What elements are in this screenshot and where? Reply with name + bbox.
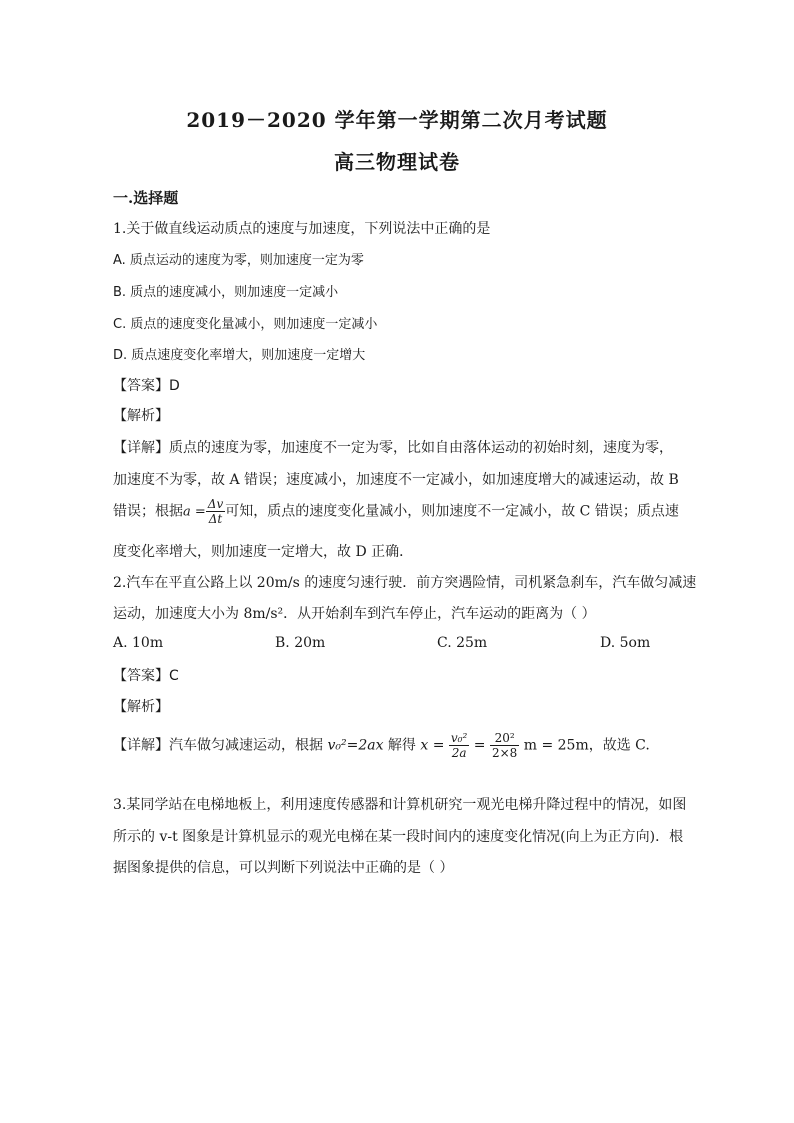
q2-fraction-2 [490,731,519,760]
q2-option-a: A. 10m [113,635,164,651]
q1-detail-line-1: 【详解】质点的速度为零，加速度不一定为零，比如自由落体运动的初始时刻，速度为零， [113,440,673,456]
q2-stem-line-1: 2.汽车在平直公路上以 20m/s 的速度匀速行驶．前方突遇险情，司机紧急刹车，汽车做匀减速 [113,575,697,591]
q1-formula-fraction [206,497,225,526]
q2-stem-line-2: 运动，加速度大小为 8m/s²．从开始刹车到汽车停止，汽车运动的距离为（ ） [113,606,596,622]
q2-detail-c: ，故选 C. [588,737,650,754]
exam-title: 2019－2020 学年第一学期第二次月考试题 [186,108,608,132]
q1-formula-numerator: Δv [207,497,224,511]
q2-formula-kinematic: v₀²=2ax [327,737,384,754]
q3-stem-line-3: 据图象提供的信息，可以判断下列说法中正确的是（ ） [113,860,454,876]
q2-eq-sign: = [473,737,486,754]
q2-fraction-2-numerator: 20² [490,731,519,746]
q2-x-eq: x = [420,737,445,754]
exam-subtitle: 高三物理试卷 [334,150,460,174]
q2-fraction-2-denominator: 2×8 [491,746,518,760]
q1-detail-line-2: 加速度不为零，故 A 错误；速度减小，加速度不一定减小，如加速度增大的减速运动，故 B [113,472,679,488]
q1-detail-line-3b: 可知，质点的速度变化量减小，则加速度不一定减小，故 C 错误；质点速 [225,503,679,520]
q1-option-d: D. 质点速度变化率增大，则加速度一定增大 [113,348,366,363]
q2-option-b: B. 20m [275,635,326,651]
q1-option-c: C. 质点的速度变化量减小，则加速度一定减小 [113,317,378,332]
q1-analysis-label: 【解析】 [113,408,169,424]
q2-result: m = 25m [523,737,589,754]
q1-detail-line-3 [113,497,679,526]
q1-answer: 【答案】D [113,378,180,394]
q2-analysis-label: 【解析】 [113,699,169,715]
q1-detail-line-4: 度变化率增大，则加速度一定增大，故 D 正确． [113,544,414,560]
q1-stem: 1.关于做直线运动质点的速度与加速度，下列说法中正确的是 [113,221,491,237]
q2-detail-b: 解得 [387,737,416,754]
q2-detail-a: 【详解】汽车做匀减速运动，根据 [113,737,323,754]
q2-option-c: C. 25m [437,635,488,651]
q1-formula-denominator: Δt [208,512,223,526]
q1-option-b: B. 质点的速度减小，则加速度一定减小 [113,285,339,300]
q1-formula-lhs: a = [183,504,206,520]
section-heading: 一.选择题 [113,189,179,207]
q2-fraction-1-numerator: v₀² [450,731,468,745]
q2-detail [113,731,650,760]
q2-fraction-1-denominator: 2a [451,746,467,760]
q1-detail-line-3a: 错误；根据 [113,503,183,520]
q2-answer: 【答案】C [113,668,179,684]
q3-stem-line-1: 3.某同学站在电梯地板上，利用速度传感器和计算机研究一观光电梯升降过程中的情况，如图 [113,797,687,813]
q3-stem-line-2: 所示的 v-t 图象是计算机显示的观光电梯在某一段时间内的速度变化情况(向上为正方向)．根 [113,829,684,845]
q2-option-d: D. 5om [600,635,651,651]
q1-option-a: A. 质点运动的速度为零，则加速度一定为零 [113,253,364,268]
q2-fraction-1 [449,731,469,760]
